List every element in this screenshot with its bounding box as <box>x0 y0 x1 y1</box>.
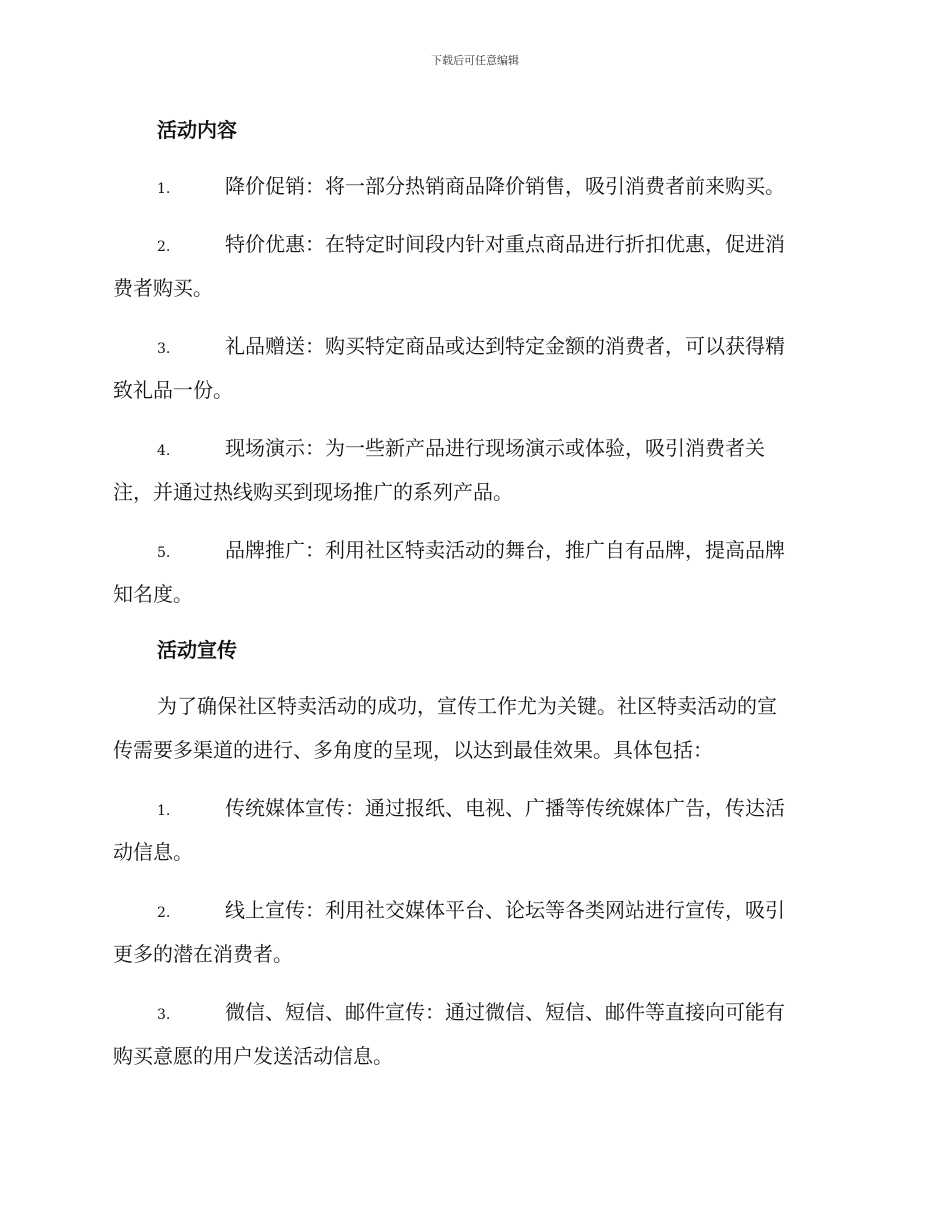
list-item-number: 4. <box>157 443 171 459</box>
list-item-number: 5. <box>157 545 171 561</box>
list-item <box>113 990 837 1078</box>
list-item-continuation: 知名度。 <box>113 582 193 606</box>
list-item-continuation: 更多的潜在消费者。 <box>113 942 293 966</box>
list-item-number: 3. <box>157 1007 171 1023</box>
list-item-number: 3. <box>157 341 171 357</box>
list-item-text: 线上宣传：利用社交媒体平台、论坛等各类网站进行宣传，吸引 <box>225 898 785 922</box>
list-item-continuation: 费者购买。 <box>113 276 213 300</box>
list-item-number: 1. <box>157 803 171 819</box>
list-item-number: 1. <box>157 181 171 197</box>
list-item <box>113 786 837 874</box>
section-heading-promotion: 活动宣传 <box>157 638 237 662</box>
list-item-text: 特价优惠：在特定时间段内针对重点商品进行折扣优惠，促进消 <box>225 232 785 256</box>
list-item-text: 现场演示：为一些新产品进行现场演示或体验，吸引消费者关 <box>225 436 765 460</box>
list-item-text: 品牌推广：利用社区特卖活动的舞台，推广自有品牌，提高品牌 <box>225 538 785 562</box>
list-item-number: 2. <box>157 239 171 255</box>
list-item-text: 微信、短信、邮件宣传：通过微信、短信、邮件等直接向可能有 <box>225 1000 785 1024</box>
intro-line: 为了确保社区特卖活动的成功，宣传工作尤为关键。社区特卖活动的宣 <box>157 694 777 718</box>
intro-line: 传需要多渠道的进行、多角度的呈现，以达到最佳效果。具体包括： <box>113 738 713 762</box>
list-item-text: 传统媒体宣传：通过报纸、电视、广播等传统媒体广告，传达活 <box>225 796 785 820</box>
list-item-text: 降价促销：将一部分热销商品降价销售，吸引消费者前来购买。 <box>225 174 785 198</box>
list-item-continuation: 购买意愿的用户发送活动信息。 <box>113 1044 393 1068</box>
page-header: 下载后可任意编辑 <box>431 54 519 67</box>
list-item-number: 2. <box>157 905 171 921</box>
section-heading-activity-content: 活动内容 <box>157 118 237 142</box>
list-item <box>113 164 837 208</box>
intro-paragraph <box>113 684 837 772</box>
list-item <box>113 426 837 514</box>
list-item <box>113 888 837 976</box>
list-item-continuation: 动信息。 <box>113 840 193 864</box>
list-item <box>113 528 837 616</box>
list-item-continuation: 致礼品一份。 <box>113 378 233 402</box>
list-item-text: 礼品赠送：购买特定商品或达到特定金额的消费者，可以获得精 <box>225 334 785 358</box>
list-item <box>113 222 837 310</box>
list-item-continuation: 注，并通过热线购买到现场推广的系列产品。 <box>113 480 513 504</box>
list-item <box>113 324 837 412</box>
document-body <box>113 110 837 1078</box>
